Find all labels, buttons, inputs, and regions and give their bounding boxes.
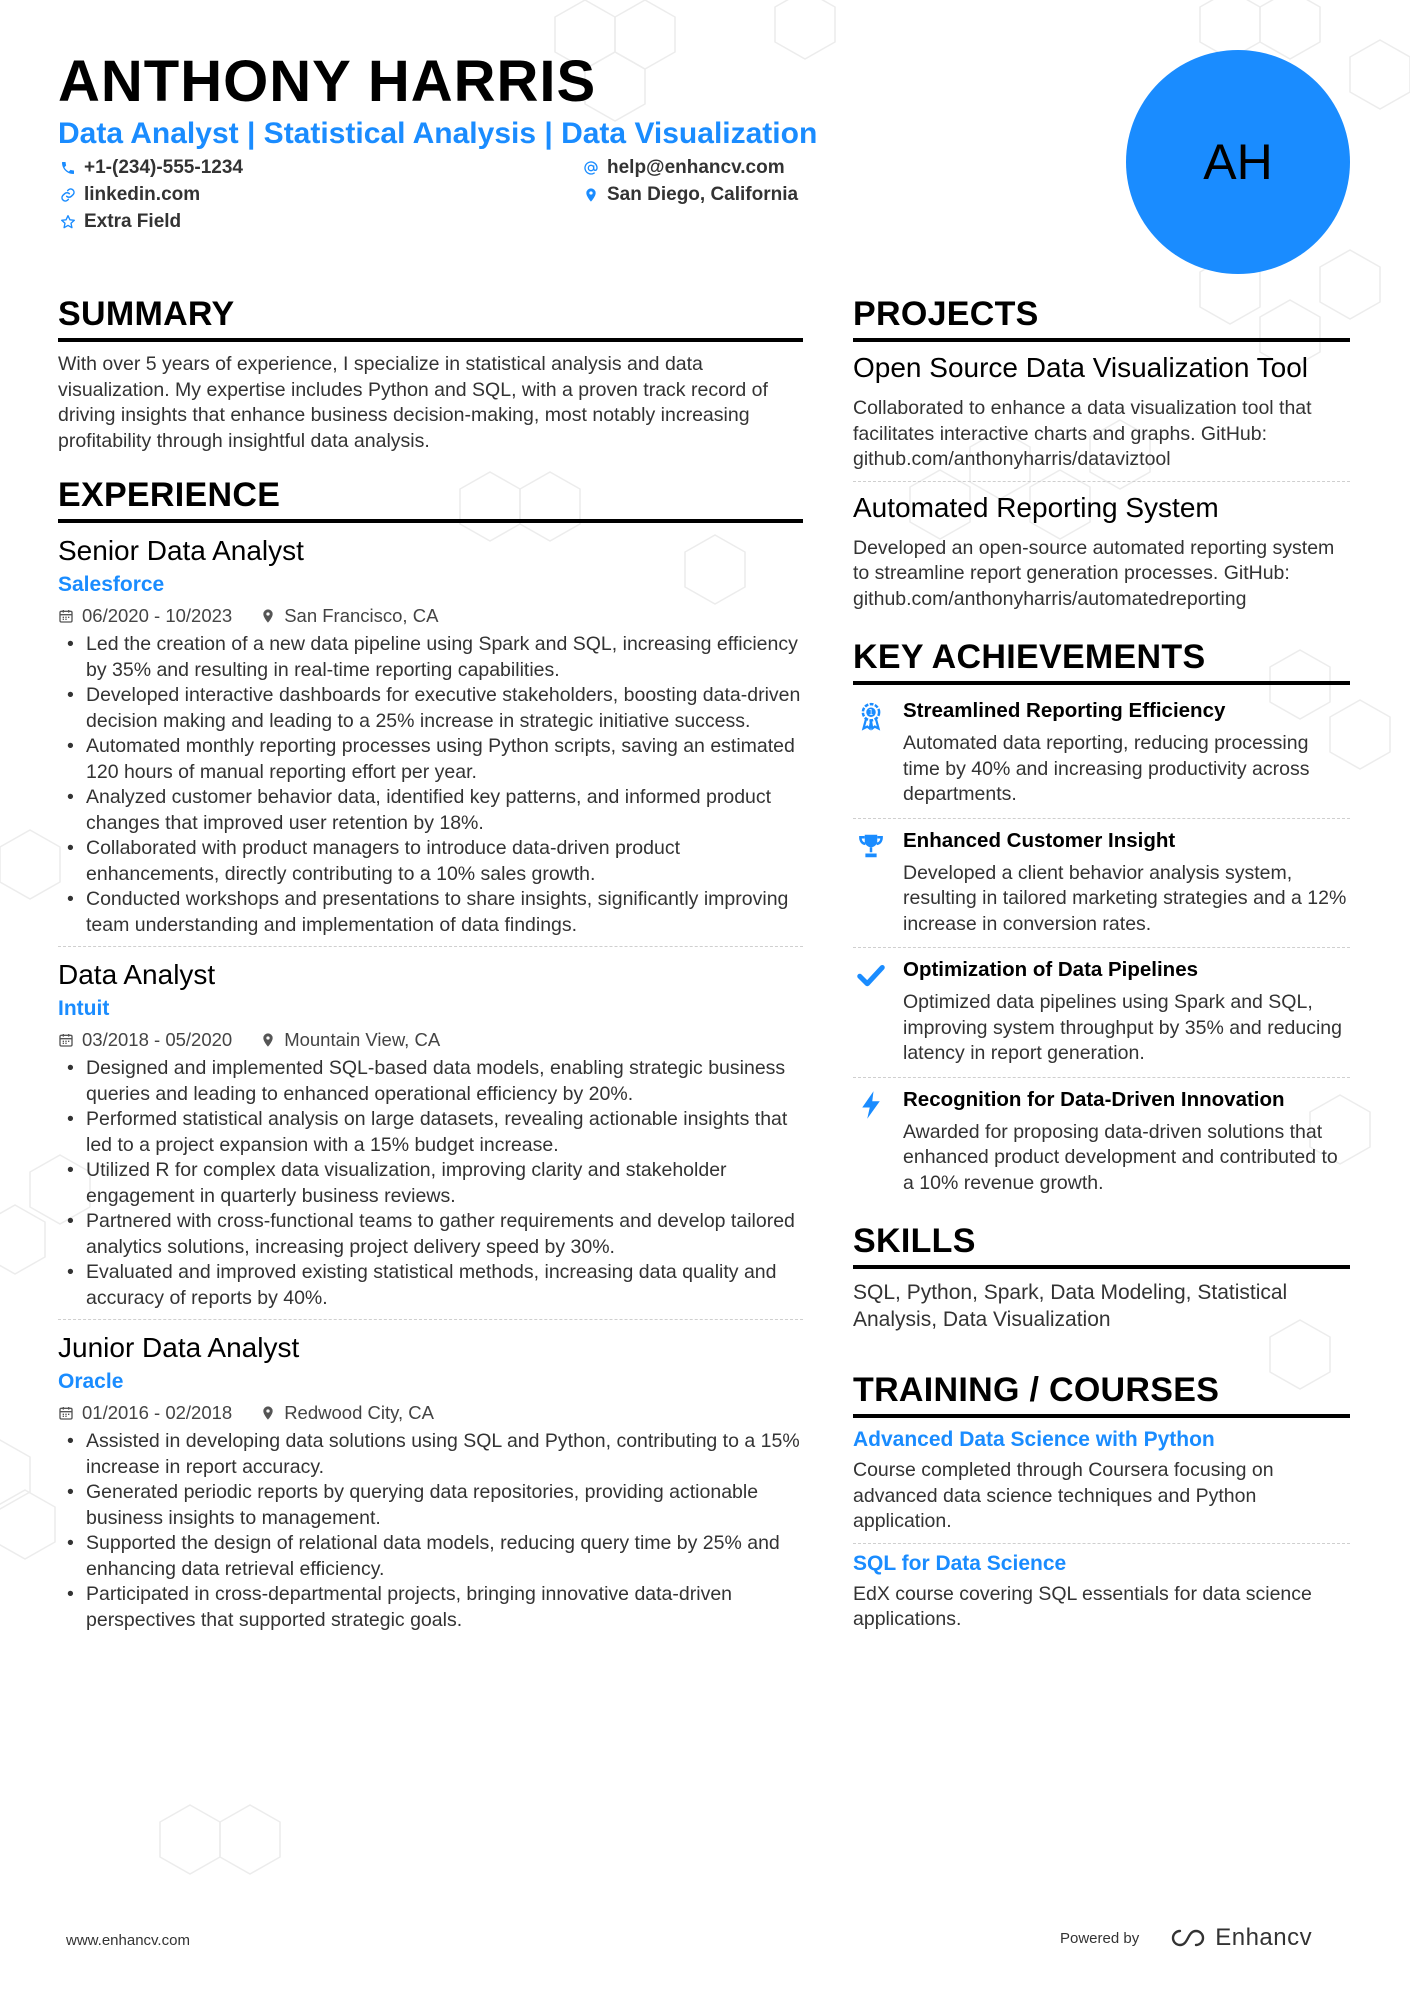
project-entry bbox=[853, 492, 1350, 621]
achievement-body bbox=[903, 699, 1350, 808]
course-description: EdX course covering SQL essentials for data science applications. bbox=[853, 1582, 1312, 1630]
brand-logo[interactable] bbox=[1165, 1924, 1312, 1952]
job-bullet: • Generated periodic reports by querying data repositories, providing actionable business insights to management. bbox=[58, 1480, 803, 1531]
avatar bbox=[1126, 50, 1350, 274]
job-dates bbox=[58, 605, 232, 627]
job-bullet: • Led the creation of a new data pipeline using Spark and SQL, increasing efficiency by 35% and resulting in real-time reporting capabilities. bbox=[58, 632, 803, 683]
project-description: Collaborated to enhance a data visualization tool that facilitates interactive charts and graphs. GitHub: github.com/anthonyharris/dataviztool bbox=[853, 397, 1312, 470]
job-dates-text: 03/2018 - 05/2020 bbox=[82, 1029, 233, 1050]
job-location-text: San Francisco, CA bbox=[284, 605, 439, 626]
skills-section bbox=[853, 1222, 1350, 1333]
summary-heading: SUMMARY bbox=[58, 295, 803, 342]
phone-icon bbox=[60, 160, 76, 176]
achievement-title: Enhanced Customer Insight bbox=[903, 828, 1176, 852]
job-title: Senior Data Analyst bbox=[58, 535, 304, 566]
enhancv-logo-icon bbox=[1165, 1926, 1209, 1950]
award-ribbon-icon bbox=[853, 699, 889, 808]
job-bullet: • Collaborated with product managers to introduce data-driven product enhancements, directly contributing to a 10% sales growth. bbox=[58, 836, 803, 887]
job-entry bbox=[58, 959, 803, 1320]
skills-heading: SKILLS bbox=[853, 1222, 1350, 1269]
left-column bbox=[58, 295, 803, 1653]
job-bullet: • Partnered with cross-functional teams to gather requirements and develop tailored analytics solutions, increasing project delivery speed by 30%. bbox=[58, 1209, 803, 1260]
achievement-body bbox=[903, 829, 1350, 938]
achievement-title: Streamlined Reporting Efficiency bbox=[903, 699, 1226, 722]
powered-by-text: Powered by bbox=[1060, 1929, 1140, 1947]
job-company: Oracle bbox=[58, 1370, 124, 1393]
experience-section bbox=[58, 476, 803, 1641]
email-text: help@enhancv.com bbox=[607, 157, 785, 178]
job-entry bbox=[58, 535, 803, 947]
map-pin-icon bbox=[260, 1405, 276, 1421]
achievements-heading: KEY ACHIEVEMENTS bbox=[853, 638, 1350, 685]
achievement-entry bbox=[853, 1088, 1350, 1207]
project-description: Developed an open-source automated reporting system to streamline report generation processes. GitHub: github.com/anthonyharris/automatedreporting bbox=[853, 536, 1335, 610]
candidate-headline: Data Analyst | Statistical Analysis | Data Visualization bbox=[58, 117, 818, 150]
projects-section bbox=[853, 295, 1350, 620]
achievement-entry bbox=[853, 699, 1350, 819]
job-location-text: Redwood City, CA bbox=[284, 1402, 434, 1423]
job-location bbox=[260, 1029, 440, 1051]
at-sign-icon bbox=[583, 160, 599, 176]
job-location bbox=[260, 1402, 434, 1424]
map-pin-icon bbox=[260, 1032, 276, 1048]
job-bullet: • Evaluated and improved existing statistical methods, increasing data quality and accuracy of reports by 40%. bbox=[58, 1260, 803, 1311]
job-bullet: • Automated monthly reporting processes using Python scripts, saving an estimated 120 hours of manual reporting effort per year. bbox=[58, 734, 803, 785]
job-bullet: • Assisted in developing data solutions using SQL and Python, contributing to a 15% increase in report accuracy. bbox=[58, 1429, 803, 1480]
contact-linkedin[interactable] bbox=[60, 184, 200, 206]
skills-text: SQL, Python, Spark, Data Modeling, Statistical Analysis, Data Visualization bbox=[853, 1281, 1288, 1331]
contact-extra-field bbox=[60, 211, 181, 233]
achievements-section bbox=[853, 638, 1350, 1206]
job-bullet: • Participated in cross-departmental projects, bringing innovative data-driven perspectives that supported strategic goals. bbox=[58, 1582, 803, 1633]
achievement-description: Developed a client behavior analysis system, resulting in tailored marketing strategies and a 12% increase in conversion rates. bbox=[903, 861, 1347, 935]
phone-text: +1-(234)-555-1234 bbox=[84, 157, 243, 178]
summary-section bbox=[58, 295, 803, 454]
calendar-icon bbox=[58, 1032, 74, 1048]
achievement-title: Recognition for Data-Driven Innovation bbox=[903, 1087, 1285, 1111]
job-bullet: • Supported the design of relational data models, reducing query time by 25% and enhancing data retrieval efficiency. bbox=[58, 1531, 803, 1582]
course-entry bbox=[853, 1428, 1350, 1544]
summary-text: With over 5 years of experience, I specialize in statistical analysis and data visualization. My expertise includes Python and SQL, with a proven track record of driving insights that enhance business decision-making, most notably increasing profitability through insightful data analysis. bbox=[58, 353, 768, 452]
training-heading: TRAINING / COURSES bbox=[853, 1371, 1350, 1418]
job-title: Data Analyst bbox=[58, 959, 216, 990]
job-bullet: • Performed statistical analysis on large datasets, revealing actionable insights that led to a project expansion with a 15% budget increase. bbox=[58, 1107, 803, 1158]
course-entry bbox=[853, 1552, 1350, 1641]
job-meta bbox=[58, 605, 803, 627]
training-section bbox=[853, 1371, 1350, 1641]
trophy-icon bbox=[853, 829, 889, 938]
job-bullet: • Conducted workshops and presentations to share insights, significantly improving team understanding and implementation of data findings. bbox=[58, 887, 803, 938]
linkedin-text: linkedin.com bbox=[84, 184, 201, 205]
achievement-body bbox=[903, 958, 1350, 1067]
job-dates bbox=[58, 1029, 232, 1051]
lightning-bolt-icon bbox=[853, 1088, 889, 1197]
avatar-initials: AH bbox=[1203, 134, 1273, 190]
experience-heading: EXPERIENCE bbox=[58, 476, 803, 523]
footer-branding bbox=[1060, 1924, 1312, 1952]
checkmark-icon bbox=[853, 958, 889, 1067]
job-dates-text: 06/2020 - 10/2023 bbox=[82, 605, 233, 626]
job-dates-text: 01/2016 - 02/2018 bbox=[82, 1402, 233, 1423]
candidate-name: ANTHONY HARRIS bbox=[58, 49, 597, 114]
project-entry bbox=[853, 352, 1350, 482]
job-company: Salesforce bbox=[58, 573, 165, 596]
job-title: Junior Data Analyst bbox=[58, 1332, 300, 1363]
course-title: SQL for Data Science bbox=[853, 1551, 1067, 1575]
achievement-description: Awarded for proposing data-driven solutions that enhanced product development and contributed to a 10% revenue growth. bbox=[903, 1120, 1338, 1194]
job-bullet: • Designed and implemented SQL-based data models, enabling strategic business queries and leading to enhanced operational efficiency by 20%. bbox=[58, 1056, 803, 1107]
achievement-entry bbox=[853, 829, 1350, 949]
calendar-icon bbox=[58, 1405, 74, 1421]
brand-name: Enhancv bbox=[1215, 1924, 1313, 1951]
map-pin-icon bbox=[260, 608, 276, 624]
contact-phone[interactable] bbox=[60, 157, 243, 179]
job-dates bbox=[58, 1402, 232, 1424]
job-meta bbox=[58, 1029, 803, 1051]
project-title: Automated Reporting System bbox=[853, 491, 1219, 523]
calendar-icon bbox=[58, 608, 74, 624]
map-pin-icon bbox=[583, 187, 599, 203]
achievement-description: Automated data reporting, reducing processing time by 40% and increasing productivity across departments. bbox=[903, 732, 1310, 805]
course-description: Course completed through Coursera focusing on advanced data science techniques and Python application. bbox=[853, 1459, 1274, 1532]
job-location-text: Mountain View, CA bbox=[284, 1029, 441, 1050]
job-meta bbox=[58, 1402, 803, 1424]
job-bullets bbox=[58, 632, 803, 938]
projects-heading: PROJECTS bbox=[853, 295, 1350, 342]
job-bullet: • Developed interactive dashboards for executive stakeholders, boosting data-driven decision making and leading to a 25% increase in strategic initiative success. bbox=[58, 683, 803, 734]
footer-website[interactable]: www.enhancv.com bbox=[66, 1932, 190, 1949]
job-entry bbox=[58, 1332, 803, 1641]
job-bullets bbox=[58, 1429, 803, 1633]
job-bullet: • Utilized R for complex data visualization, improving clarity and stakeholder engagement in quarterly business reviews. bbox=[58, 1158, 803, 1209]
job-location bbox=[260, 605, 438, 627]
svg-text:1: 1 bbox=[868, 708, 874, 718]
link-icon bbox=[60, 187, 76, 203]
achievement-title: Optimization of Data Pipelines bbox=[903, 958, 1199, 981]
contact-location bbox=[583, 184, 798, 206]
course-title: Advanced Data Science with Python bbox=[853, 1428, 1215, 1451]
job-company: Intuit bbox=[58, 997, 110, 1020]
job-bullets bbox=[58, 1056, 803, 1311]
achievement-body bbox=[903, 1088, 1350, 1197]
right-column bbox=[853, 295, 1350, 1649]
project-title: Open Source Data Visualization Tool bbox=[853, 352, 1309, 383]
star-icon bbox=[60, 214, 76, 230]
contact-email[interactable] bbox=[583, 157, 785, 179]
job-bullet: • Analyzed customer behavior data, identified key patterns, and informed product changes that improved user retention by 18%. bbox=[58, 785, 803, 836]
extra-field-text: Extra Field bbox=[84, 211, 182, 232]
location-text: San Diego, California bbox=[607, 184, 799, 205]
achievement-entry bbox=[853, 958, 1350, 1078]
achievement-description: Optimized data pipelines using Spark and SQL, improving system throughput by 35% and reducing latency in report generation. bbox=[903, 991, 1342, 1064]
